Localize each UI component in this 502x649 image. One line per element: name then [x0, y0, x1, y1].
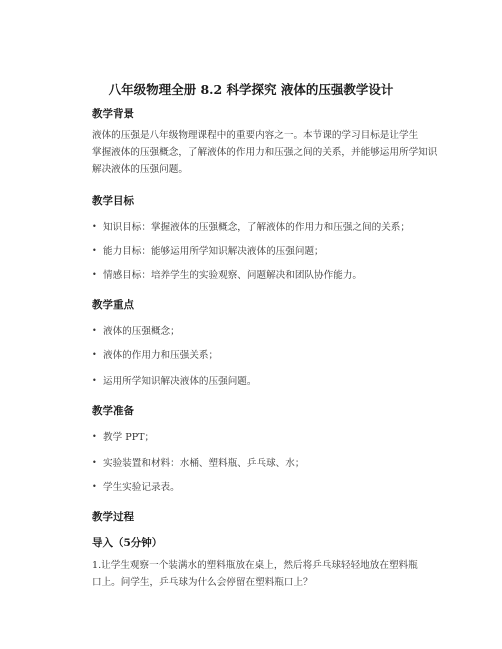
- intro-step-1-text-1: 让学生观察一个装满水的塑料瓶放在桌上，然后将乒乓球轻轻地放在塑料瓶: [101, 560, 418, 571]
- subsection-heading-intro: 导入（5分钟）: [92, 537, 163, 549]
- intro-step-1: [92, 557, 422, 591]
- intro-step-1-line-1: [92, 557, 422, 574]
- goal-item-2: [92, 243, 324, 257]
- goal-item-3: [92, 267, 362, 281]
- bullet-icon: •: [92, 222, 97, 231]
- document-title: 八年级物理全册 8.2 科学探究 液体的压强教学设计: [108, 82, 394, 97]
- goal-item-1: [92, 219, 410, 233]
- background-line-1: 液体的压强是八年级物理课程中的重要内容之一。本节课的学习目标是让学生: [92, 130, 419, 141]
- key-point-item-2: [92, 347, 218, 361]
- preparation-item-2: [92, 455, 304, 469]
- bullet-icon: •: [92, 270, 97, 279]
- section-heading-background: 教学背景: [92, 108, 134, 120]
- preparation-text: 实验装置和材料：水桶、塑料瓶、乒乓球、水；: [103, 458, 305, 469]
- bullet-icon: •: [92, 326, 97, 335]
- goal-item-text: 能力目标：能够运用所学知识解决液体的压强问题；: [103, 246, 324, 257]
- section-heading-preparation: 教学准备: [92, 405, 134, 417]
- bullet-icon: •: [92, 376, 97, 385]
- bullet-icon: •: [92, 458, 97, 467]
- background-line-2: 掌握液体的压强概念，了解液体的作用力和压强之间的关系，并能够运用所学知识: [92, 147, 438, 158]
- background-line-3: 解决液体的压强问题。: [92, 164, 188, 175]
- preparation-text: 教学 PPT；: [103, 432, 155, 443]
- goal-item-text: 知识目标：掌握液体的压强概念，了解液体的作用力和压强之间的关系；: [103, 222, 410, 233]
- section-heading-key-points: 教学重点: [92, 299, 134, 311]
- key-point-text: 液体的作用力和压强关系；: [103, 350, 219, 361]
- step-number: 1.: [92, 560, 102, 571]
- key-point-text: 运用所学知识解决液体的压强问题。: [103, 376, 257, 387]
- bullet-icon: •: [92, 432, 97, 441]
- background-paragraph: [92, 127, 438, 178]
- intro-step-1-line-2: 口上。问学生，乒乓球为什么会停留在塑料瓶口上？: [92, 577, 313, 588]
- key-point-item-1: [92, 323, 180, 337]
- section-heading-goals: 教学目标: [92, 195, 134, 207]
- preparation-item-3: [92, 479, 180, 493]
- section-heading-process: 教学过程: [92, 511, 134, 523]
- preparation-text: 学生实验记录表。: [103, 482, 180, 493]
- key-point-item-3: [92, 373, 257, 387]
- goal-item-text: 情感目标：培养学生的实验观察、问题解决和团队协作能力。: [103, 270, 363, 281]
- preparation-item-1: [92, 429, 154, 443]
- key-point-text: 液体的压强概念；: [103, 326, 180, 337]
- bullet-icon: •: [92, 246, 97, 255]
- bullet-icon: •: [92, 350, 97, 359]
- bullet-icon: •: [92, 482, 97, 491]
